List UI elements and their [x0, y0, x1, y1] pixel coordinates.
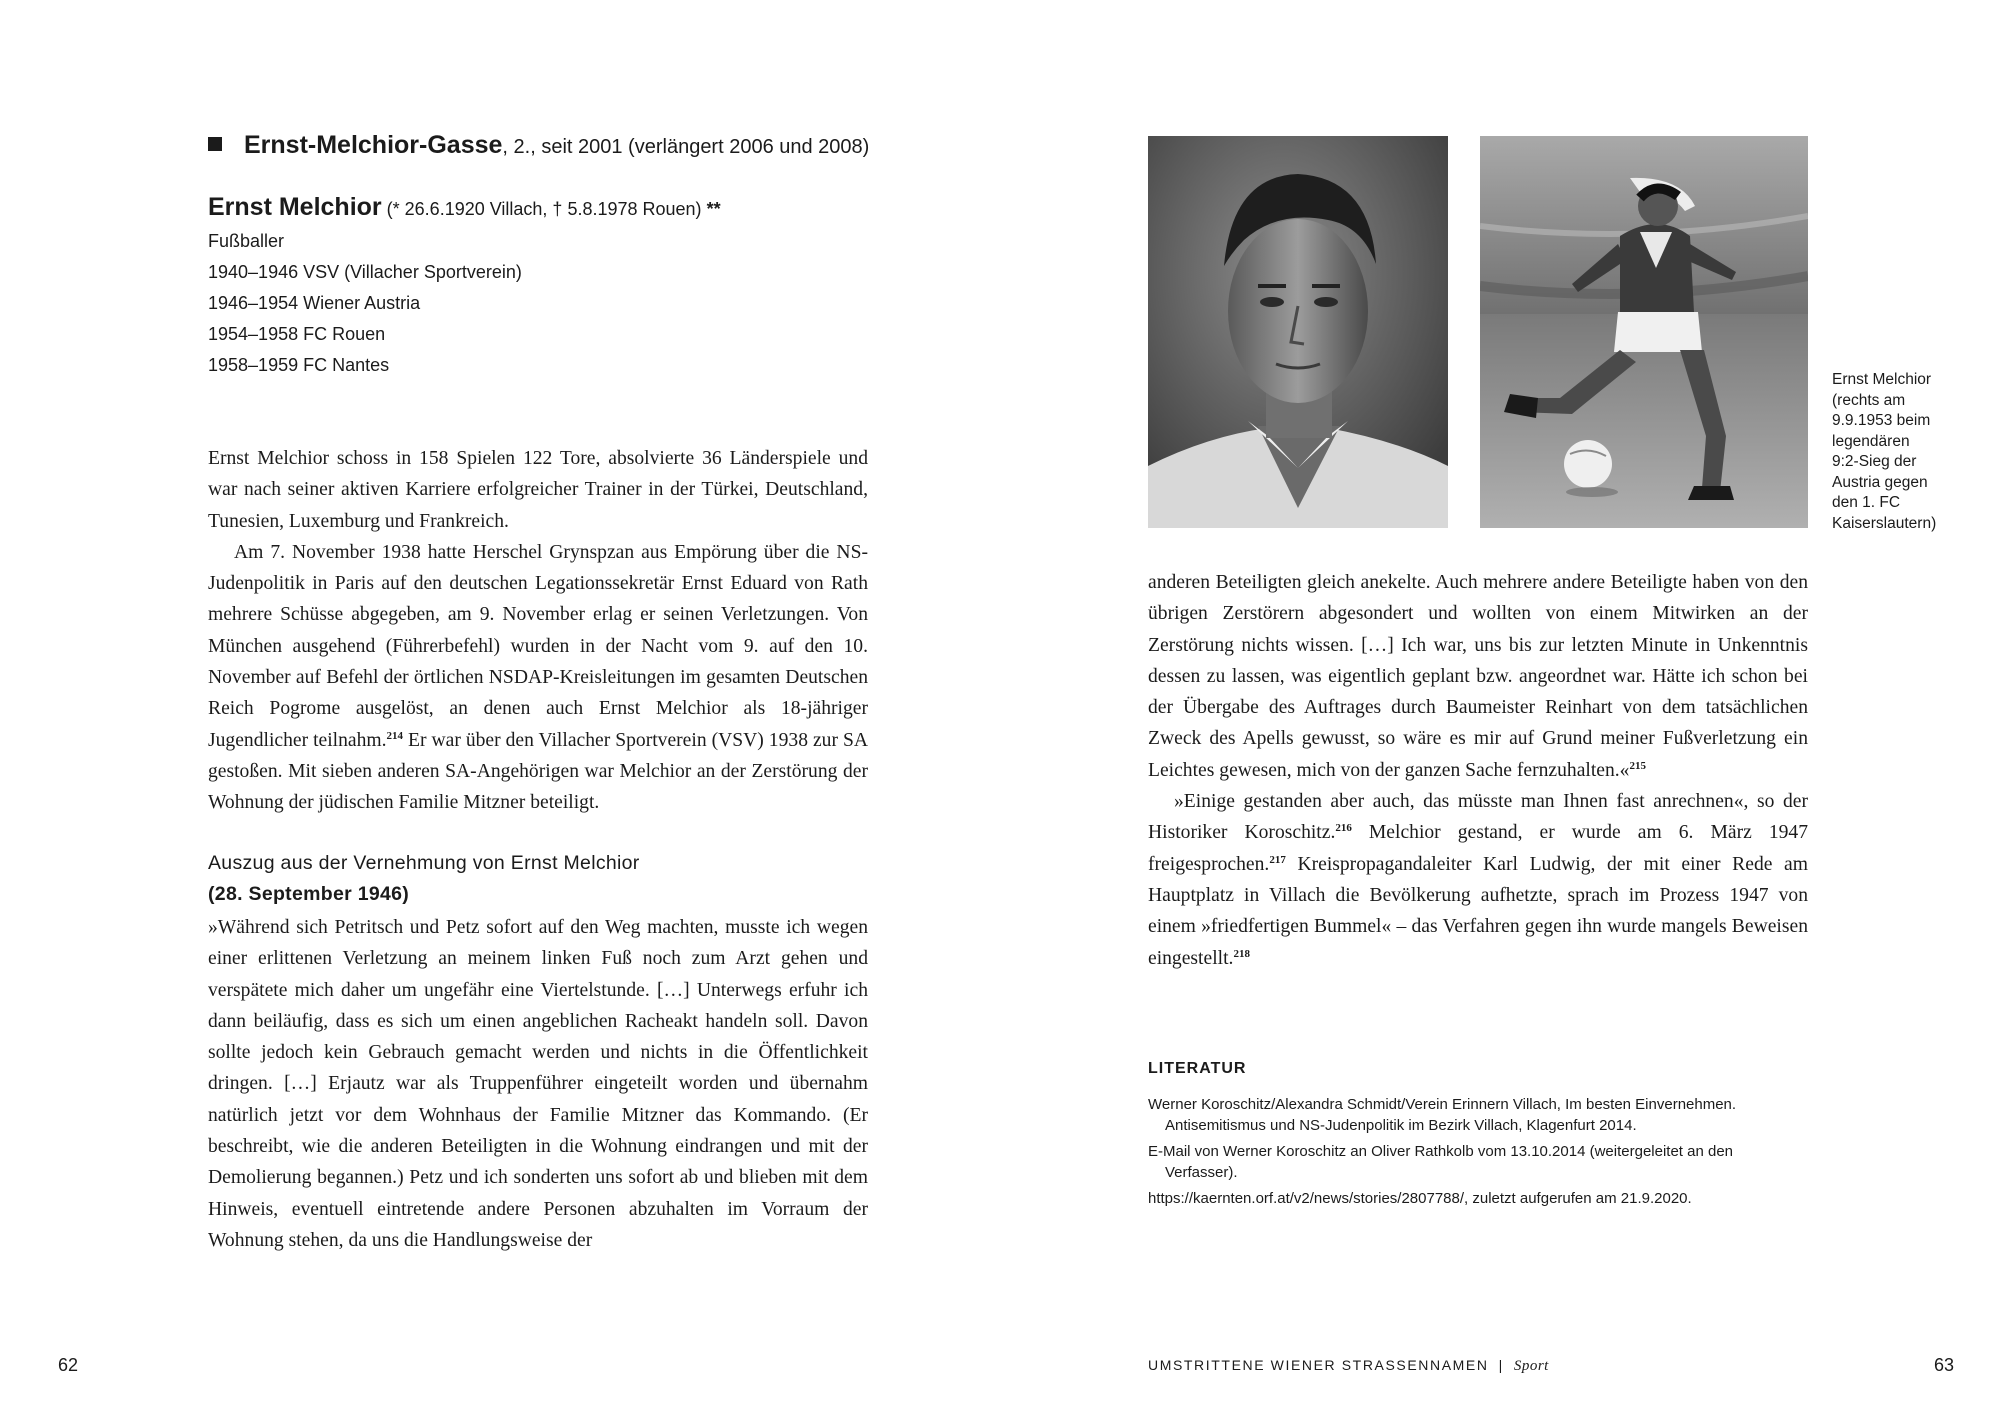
person-name-line	[208, 190, 1108, 226]
photo-caption	[1832, 370, 1982, 534]
square-bullet-icon	[208, 137, 222, 151]
career-line: 1940–1946 VSV (Villacher Sportverein)	[208, 262, 522, 282]
intro-paragraph-1: Ernst Melchior schoss in 158 Spielen 122 Tore, absolvierte 36 Länderspiele und war nach seiner aktiven Karriere erfolgreicher Trainer in der Türkei, Deutschland, Tunesien, Luxemburg und Frankreich.	[208, 448, 868, 532]
portrait-photo	[1148, 136, 1448, 528]
intro-paragraph-2	[208, 537, 868, 819]
street-details: , 2., seit 2001 (verlängert 2006 und 2008)	[502, 136, 870, 158]
book-title: UMSTRITTENE WIENER STRASSENNAMEN	[1148, 1357, 1489, 1373]
footnote-ref-216: 216	[1335, 822, 1352, 835]
intro-paragraph-2-rest: Er war über den Villacher Sportverein (VSV) 1938 zur SA gestoßen. Mit sieben anderen SA-Angehörigen war Melchior an der Zerstörung der Wohnung der jüdischen Familie Mitzner beteiligt.	[208, 729, 869, 814]
page-number-right: 63	[1934, 1355, 1955, 1375]
literature-entry-line: Werner Koroschitz/Alexandra Schmidt/Verein Erinnern Villach, Im besten Einvernehmen.	[1148, 1096, 1737, 1113]
caption-line: den 1. FC	[1832, 494, 1901, 511]
caption-line: 9.9.1953 beim	[1832, 412, 1931, 429]
footnote-ref-218: 218	[1233, 947, 1250, 960]
continuation-paragraph-1-text: anderen Beteiligten gleich anekelte. Auch mehrere andere Beteiligte haben von den übrigen Zerstörern abgesondert und wollten von einem Mitwirken an der Zerstörung nichts wissen. […] Ich war, uns bis zur letzten Minute in Unkenntnis dessen zu lassen, was eigentlich geplant bzw. angeordnet war. Hätte ich schon bei der Übergabe des Auftrages durch Baumeister Reinhart von dem tatsächlichen Zweck des Apells gewusst, so wäre es mir auf Grund meiner Fußverletzung ein Leichtes gewesen, mich von der ganzen Sache fernzuhalten.«	[1148, 572, 1808, 781]
continuation-text-b: Melchior gestand, er wurde am 6. März 1947 freigesprochen.	[1148, 822, 1809, 875]
caption-line: legendären	[1832, 432, 1910, 450]
excerpt-title: Auszug aus der Vernehmung von Ernst Melchior	[208, 852, 640, 874]
continuation-paragraph-2	[1148, 786, 1808, 974]
continuation-paragraph-1	[1148, 567, 1808, 786]
career-line: 1954–1958 FC Rouen	[208, 324, 386, 344]
intro-text	[208, 443, 868, 819]
person-name: Ernst Melchior	[208, 193, 382, 221]
person-profession: Fußballer	[208, 231, 285, 251]
excerpt-date: (28. September 1946)	[208, 883, 410, 905]
continuation-text	[1148, 567, 1808, 974]
rating-stars: **	[706, 199, 721, 219]
footnote-ref-217: 217	[1269, 853, 1286, 866]
career-line: 1946–1954 Wiener Austria	[208, 293, 421, 313]
literature-heading: LITERATUR	[1148, 1060, 1247, 1077]
continuation-text-a: »Einige gestanden aber auch, das müsste man Ihnen fast anrechnen«, so der Historiker Koroschitz.	[1148, 791, 1808, 844]
literature-list	[1148, 1094, 1868, 1214]
literature-entry	[1148, 1188, 1868, 1209]
running-head	[1148, 1357, 1549, 1375]
literature-entry-line: E-Mail von Werner Koroschitz an Oliver Rathkolb vom 13.10.2014 (weitergeleitet an den	[1148, 1143, 1734, 1160]
excerpt-text	[208, 912, 868, 1256]
photo-pair	[1148, 136, 1808, 528]
excerpt-paragraph: »Während sich Petritsch und Petz sofort auf den Weg machten, musste ich wegen einer erlittenen Verletzung an meinem linken Fuß noch zum Arzt gehen und verspätete mich daher um ungefähr eine Viertelstunde. […] Unterwegs erfuhr ich dann beiläufig, dass es sich um einen angeblichen Racheakt handeln soll. Davon sollte jedoch kein Gebrauch gemacht werden und nichts in die Öffentlichkeit dringen. […] Erjautz war als Truppenführer eingeteilt worden und übernahm natürlich jetzt vor dem Wohnhaus der Familie Mitzner das Kommando. (Er beschreibt, wie die anderen Beteiligten in die Wohnung eindrangen und mit der Demolierung begannen.) Petz und ich sonderten uns sofort ab und blieben mit dem Hinweis, eventuell eintretende andere Personen abzuhalten im Vorraum der Wohnung stehen, da uns die Handlungsweise der	[208, 917, 868, 1251]
footnote-ref-215: 215	[1629, 759, 1646, 772]
literature-link[interactable]: https://kaernten.orf.at/v2/news/stories/2807788/, zuletzt aufgerufen am 21.9.2020.	[1148, 1190, 1692, 1207]
excerpt-heading	[208, 848, 868, 910]
literature-entry	[1148, 1094, 1868, 1136]
literature-entry-line: Verfasser).	[1165, 1164, 1238, 1181]
caption-line: Kaiserslautern)	[1832, 514, 1937, 532]
person-info	[208, 190, 1108, 381]
intro-paragraph-2-text: Am 7. November 1938 hatte Herschel Grynspzan aus Empörung über die NS-Judenpolitik in Paris auf den deutschen Legationssekretär Ernst Eduard von Rath mehrere Schüsse abgegeben, am 9. November erlag er seinen Verletzungen. Von München ausgehend (Führerbefehl) wurden in der Nacht vom 9. auf den 10. November auf Befehl der örtlichen NSDAP-Kreisleitungen im gesamten Deutschen Reich Pogrome ausgelöst, an denen auch Ernst Melchior als 18-jähriger Jugendlicher teilnahm.	[208, 541, 868, 751]
continuation-text-c: Kreispropagandaleiter Karl Ludwig, der mit einer Rede am Hauptplatz in Villach die Bevölkerung aufhetzte, sprach im Prozess 1947 von einem »friedfertigen Bummel« – das Verfahren gegen ihn wurde mangels Beweisen eingestellt.	[1148, 853, 1808, 969]
entry-heading	[208, 128, 1108, 164]
career-line: 1958–1959 FC Nantes	[208, 355, 390, 375]
section-name: Sport	[1513, 1358, 1549, 1374]
literature-entry	[1148, 1141, 1868, 1183]
footnote-ref-214: 214	[386, 729, 404, 742]
street-name: Ernst-Melchior-Gasse	[244, 131, 503, 159]
caption-line: (rechts am	[1832, 391, 1906, 409]
caption-line: 9:2-Sieg der	[1832, 453, 1917, 470]
literature-entry-line: Antisemitismus und NS-Judenpolitik im Bezirk Villach, Klagenfurt 2014.	[1165, 1117, 1637, 1134]
action-photo	[1480, 136, 1808, 528]
person-dates: (* 26.6.1920 Villach, † 5.8.1978 Rouen)	[381, 199, 707, 219]
caption-line: Austria gegen	[1832, 473, 1928, 491]
caption-line: Ernst Melchior	[1832, 371, 1932, 388]
running-head-separator: |	[1498, 1357, 1504, 1373]
page-number-left: 62	[58, 1355, 79, 1375]
